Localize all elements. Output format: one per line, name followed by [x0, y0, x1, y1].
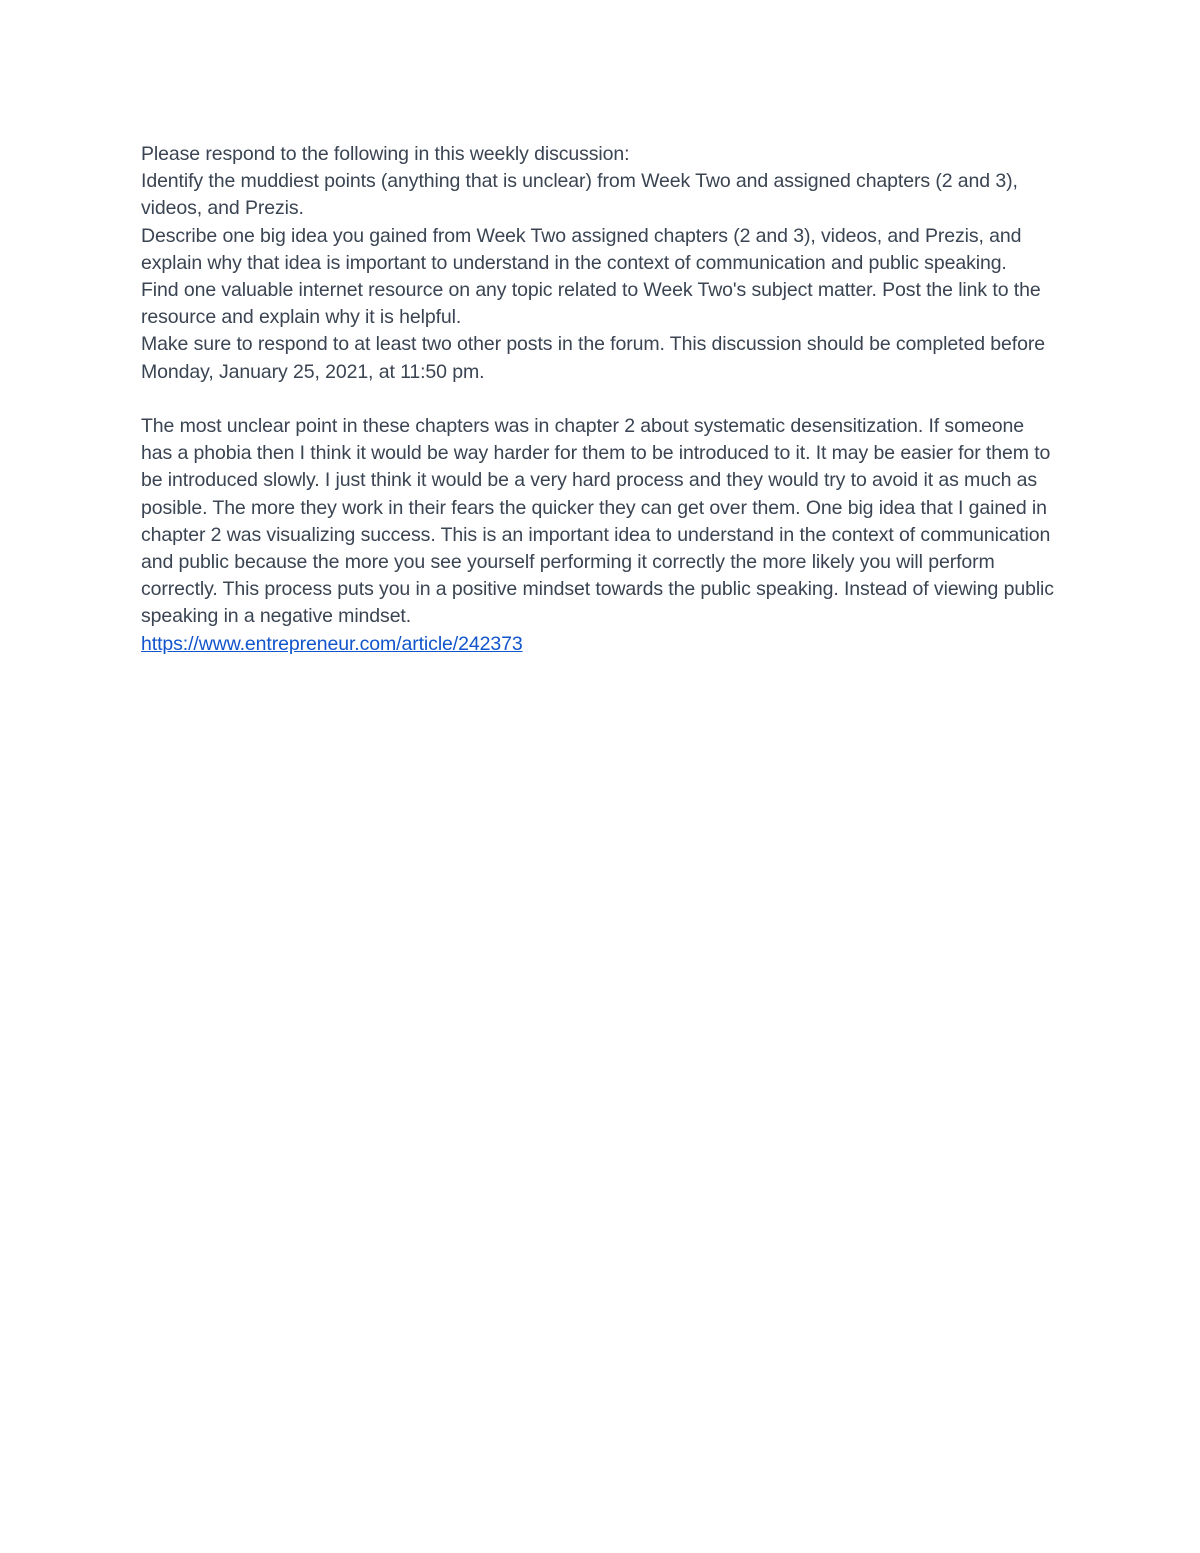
prompt-intro: Please respond to the following in this weekly discussion:: [141, 143, 630, 165]
document-content: [141, 141, 1059, 658]
prompt-item-muddiest-points: Identify the muddiest points (anything that is unclear) from Week Two and assigned chapters (2 and 3), videos, and Prezis.: [141, 170, 1018, 220]
response-body: The most unclear point in these chapters was in chapter 2 about systematic desensitization. If someone has a phobia then I think it would be way harder for them to be introduced to it. It may be easier for them to be introduced slowly. I just think it would be a very hard process and they would try to avoid it as much as posible. The more they work in their fears the quicker they can get over them. One big idea that I gained in chapter 2 was visualizing success. This is an important idea to understand in the context of communication and public because the more you see yourself performing it correctly the more likely you will perform correctly. This process puts you in a positive mindset towards the public speaking. Instead of viewing public speaking in a negative mindset.: [141, 415, 1054, 628]
response-link-line: [141, 631, 1059, 658]
paragraph-spacer: [141, 386, 1059, 413]
resource-link[interactable]: https://www.entrepreneur.com/article/242373: [141, 632, 523, 655]
prompt-item-big-idea: Describe one big idea you gained from Week Two assigned chapters (2 and 3), videos, and Prezis, and explain why that idea is important to understand in the context of communication and public speaking.: [141, 224, 1022, 274]
prompt-item-respond-deadline: Make sure to respond to at least two other posts in the forum. This discussion should be completed before Monday, January 25, 2021, at 11:50 pm.: [141, 333, 1045, 383]
prompt-item-internet-resource: Find one valuable internet resource on any topic related to Week Two's subject matter. Post the link to the resource and explain why it is helpful.: [141, 279, 1041, 329]
